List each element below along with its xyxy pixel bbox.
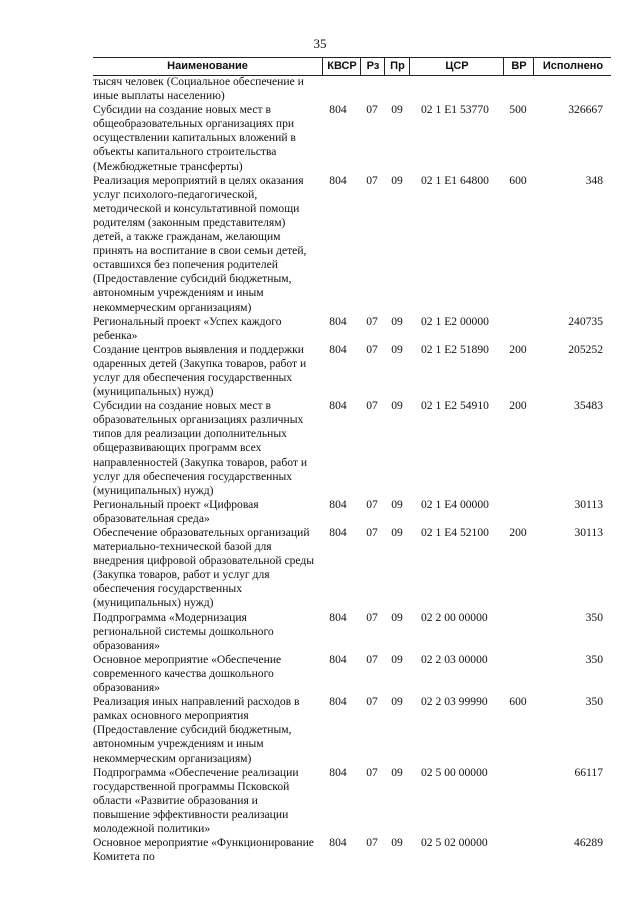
row-sum: 348 [585, 173, 603, 187]
table-row [93, 611, 611, 653]
table-row [93, 526, 611, 611]
row-kvsr: 804 [329, 399, 347, 413]
row-vr: 200 [509, 399, 527, 413]
row-name: Основное мероприятие «Функционирование Комитета по [93, 836, 314, 864]
row-name: Подпрограмма «Обеспечение реализации государственной программы Псковской области «Развитие образования и повышение эффективности реализации молодежной политики» [93, 765, 299, 835]
row-kvsr: 804 [329, 314, 347, 328]
row-pr: 09 [391, 836, 403, 850]
row-rz: 07 [366, 526, 378, 539]
row-rz: 07 [366, 765, 378, 779]
row-sum: 66117 [574, 765, 603, 779]
header-csr: ЦСР [409, 58, 504, 75]
row-kvsr: 804 [329, 652, 347, 666]
row-csr: 02 1 E4 00000 [421, 497, 489, 511]
table-row [93, 498, 611, 526]
row-csr: 02 1 E4 52100 [421, 526, 489, 539]
row-name: тысяч человек (Социальное обеспечение и иные выплаты населению) [93, 75, 304, 103]
row-name: Субсидии на создание новых мест в образовательных организациях различных типов для реализации дополнительных общеразвивающих программ всех направленностей (Закупка товаров, работ и услуг для обеспечения государственных (муниципальных) нужд) [93, 399, 308, 497]
row-csr: 02 1 E1 64800 [421, 173, 489, 187]
row-sum: 205252 [568, 342, 603, 356]
row-kvsr: 804 [329, 836, 347, 850]
row-sum: 30113 [574, 497, 603, 511]
row-rz: 07 [366, 103, 378, 117]
row-kvsr: 804 [329, 765, 347, 779]
row-csr: 02 5 02 00000 [421, 836, 488, 850]
row-rz: 07 [366, 314, 378, 328]
row-kvsr: 804 [329, 173, 347, 187]
page-number: 35 [313, 36, 327, 51]
row-vr: 600 [509, 173, 527, 187]
row-pr: 09 [391, 103, 403, 117]
table-row [93, 766, 611, 836]
row-rz: 07 [366, 695, 378, 709]
header-kvsr: КВСР [322, 58, 361, 75]
row-pr: 09 [391, 765, 403, 779]
row-rz: 07 [366, 342, 378, 356]
table-row [93, 343, 611, 399]
row-name: Обеспечение образовательных организаций материально-технической базой для внедрения цифровой образовательной среды (Закупка товаров, работ и услуг для обеспечения государственных (муниципальных) нужд) [93, 526, 315, 610]
row-csr: 02 1 E1 53770 [421, 103, 489, 117]
row-rz: 07 [366, 652, 378, 666]
row-pr: 09 [391, 610, 403, 624]
row-pr: 09 [391, 497, 403, 511]
row-sum: 35483 [574, 399, 603, 413]
row-vr: 600 [509, 695, 527, 709]
row-vr: 200 [509, 526, 527, 539]
row-rz: 07 [366, 836, 378, 850]
row-name: Создание центров выявления и поддержки одаренных детей (Закупка товаров, работ и услуг для обеспечения государственных (муниципальных) нужд) [93, 342, 307, 399]
row-sum: 350 [585, 695, 603, 709]
row-vr: 200 [509, 342, 527, 356]
row-csr: 02 2 00 00000 [421, 610, 488, 624]
row-sum: 240735 [568, 314, 603, 328]
row-pr: 09 [391, 342, 403, 356]
row-name: Региональный проект «Успех каждого ребенка» [93, 314, 282, 342]
table-body [93, 75, 611, 864]
header-name: Наименование [167, 60, 248, 72]
row-pr: 09 [391, 526, 403, 539]
row-kvsr: 804 [329, 103, 347, 117]
table-row [93, 75, 611, 103]
table-row [93, 174, 611, 315]
row-pr: 09 [391, 695, 403, 709]
row-name: Подпрограмма «Модернизация региональной системы дошкольного образования» [93, 610, 274, 652]
table-row [93, 653, 611, 695]
header-sum: Исполнено [533, 58, 612, 75]
row-kvsr: 804 [329, 526, 347, 539]
row-kvsr: 804 [329, 610, 347, 624]
row-name: Региональный проект «Цифровая образовательная среда» [93, 497, 259, 525]
table-row [93, 399, 611, 498]
row-rz: 07 [366, 610, 378, 624]
row-vr: 500 [509, 103, 527, 117]
row-sum: 350 [585, 610, 603, 624]
header-vr: ВР [503, 58, 534, 75]
row-rz: 07 [366, 399, 378, 413]
header-pr: Пр [384, 58, 410, 75]
row-name: Основное мероприятие «Обеспечение современного качества дошкольного образования» [93, 652, 282, 695]
row-name: Субсидии на создание новых мест в общеобразовательных организациях при осуществлении капитальных вложений в объекты капитального строительства (Межбюджетные трансферты) [93, 103, 296, 173]
row-sum: 46289 [574, 836, 603, 850]
row-kvsr: 804 [329, 342, 347, 356]
row-sum: 350 [585, 652, 603, 666]
row-csr: 02 2 03 99990 [421, 695, 488, 709]
row-sum: 30113 [574, 526, 603, 539]
table-row [93, 695, 611, 765]
row-name: Реализация мероприятий в целях оказания услуг психолого-педагогической, методической и консультативной помощи родителям (законным представителям) детей, а также гражданам, желающим принять на воспитание в свои семьи детей, оставшихся без попечения родителей (Предоставление субсидий бюджетным, автономным учреждениям и иным некоммерческим организациям) [93, 173, 307, 314]
table-row [93, 103, 611, 173]
row-csr: 02 1 E2 54910 [421, 399, 489, 413]
row-pr: 09 [391, 173, 403, 187]
row-name: Реализация иных направлений расходов в рамках основного мероприятия (Предоставление субсидий бюджетным, автономным учреждениям и иным некоммерческим организациям) [93, 695, 300, 765]
row-rz: 07 [366, 173, 378, 187]
row-kvsr: 804 [329, 695, 347, 709]
row-pr: 09 [391, 652, 403, 666]
row-pr: 09 [391, 314, 403, 328]
table-header [93, 57, 611, 76]
row-rz: 07 [366, 497, 378, 511]
row-csr: 02 2 03 00000 [421, 652, 488, 666]
table-row [93, 315, 611, 343]
row-sum: 326667 [568, 103, 603, 117]
header-rz: Рз [360, 58, 385, 75]
row-csr: 02 1 E2 51890 [421, 342, 489, 356]
table-row [93, 836, 611, 864]
row-csr: 02 5 00 00000 [421, 765, 488, 779]
row-pr: 09 [391, 399, 403, 413]
row-kvsr: 804 [329, 497, 347, 511]
row-csr: 02 1 E2 00000 [421, 314, 489, 328]
